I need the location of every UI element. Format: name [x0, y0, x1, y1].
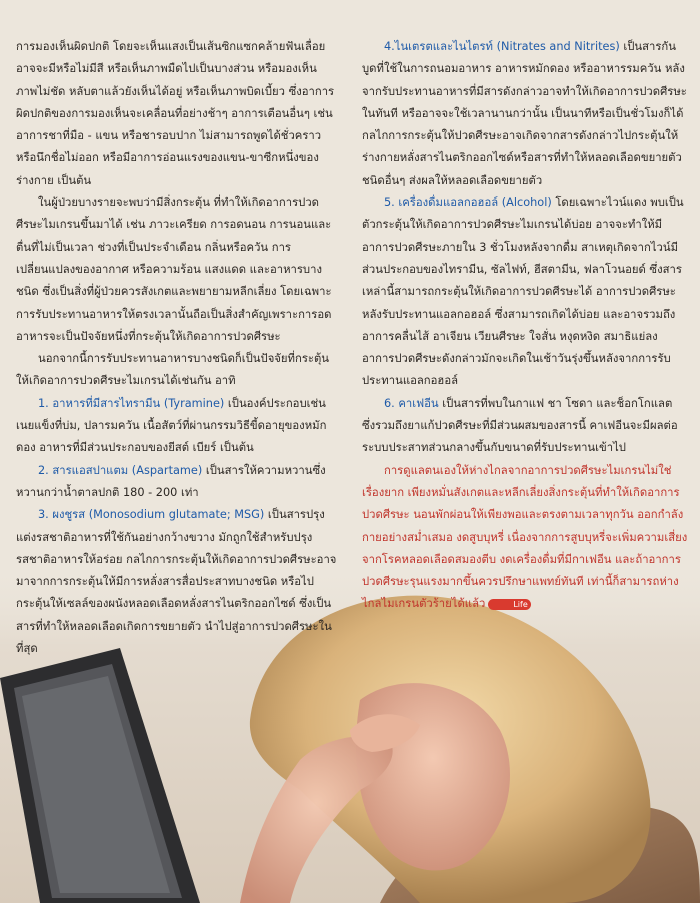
- computer-monitor: [0, 648, 200, 903]
- item-heading: ผงชูรส (Monosodium glutamate; MSG): [52, 508, 265, 522]
- list-item-alcohol: [362, 192, 688, 393]
- item-heading: เครื่องดื่มแอลกอฮอล์ (Alcohol): [398, 196, 552, 210]
- item-body: เป็นองค์ประกอบเช่น เนยแข็งที่บ่ม, ปลารมควัน เนื้อสัตว์ที่ผ่านกรรมวิธีขี้ดอายุของหมักดอง อาหารที่มีส่วนประกอบของยีสต์ เบียร์ เป็นต้น: [16, 396, 327, 455]
- item-heading: ไนเตรตและไนไตรท์ (Nitrates and Nitrites): [394, 40, 620, 53]
- item-number: 6.: [384, 396, 395, 410]
- list-item-caffeine: [362, 393, 688, 460]
- item-heading: สารแอสปาแตม (Aspartame): [52, 463, 203, 477]
- end-logo-icon: Life: [488, 599, 530, 610]
- list-item-msg: [16, 504, 338, 660]
- item-body: เป็นสารกันบูดที่ใช้ในการถนอมอาหาร อาหารหมักดอง หรืออาหารรมควัน หลังจากรับประทานอาหารที่มีสารดังกล่าวอาจทำให้เกิดอาการปวดศีรษะในทันที หรืออาจจะใช้เวลานานกว่านั้น เป็นนาทีหรือเป็นชั่วโมงก็ได้ กลไกการกระตุ้นให้ปวดศีรษะอาจเกิดจากสารดังกล่าวไปกระตุ้นให้ร่างกายหลั่งสารไนตริกออกไซด์หรือสารที่ทำให้หลอดเลือดขยายตัวชนิดอื่นๆ ส่งผลให้หลอดเลือดขยายตัว: [362, 40, 687, 187]
- left-column: [16, 36, 338, 660]
- item-heading: อาหารที่มีสารไทรามีน (Tyramine): [52, 396, 225, 410]
- paragraph-food-intro: นอกจากนี้การรับประทานอาหารบางชนิดก็เป็นปัจจัยที่กระตุ้นให้เกิดอาการปวดศีรษะไมเกรนได้เช่นกัน อาทิ: [16, 352, 330, 388]
- right-column: [362, 36, 688, 616]
- paragraph-triggers: ในผู้ป่วยบางรายจะพบว่ามีสิ่งกระตุ้น ที่ทำให้เกิดอาการปวดศีรษะไมเกรนขึ้นมาได้ เช่น ภาวะเครียด การอดนอน การนอนและตื่นที่ไม่เป็นเวลา ช่วงที่เป็นประจำเดือน กลิ่นหรือควัน การเปลี่ยนแปลงของอากาศ หรือความร้อน แสงแดด และอาหารบางชนิด ซึ่งเป็นสิ่งที่ผู้ป่วยควรสังเกตและพยายามหลีกเลี่ยง โดยเฉพาะการรับประทานอาหารให้ตรงเวลานั้นถือเป็นสิ่งสำคัญเพราะการอดอาหารจะเป็นปัจจัยหนึ่งที่กระตุ้นให้เกิดอาการปวดศีรษะ: [16, 196, 332, 343]
- item-heading: คาเฟอีน: [398, 396, 439, 410]
- item-number: 2.: [38, 463, 49, 477]
- item-number: 3.: [38, 508, 49, 522]
- conclusion-text: การดูแลตนเองให้ห่างไกลจากอาการปวดศีรษะไมเกรนไม่ใช่เรื่องยาก เพียงหมั่นสังเกตและหลีกเลี่ยงสิ่งกระตุ้นที่ทำให้เกิดอาการปวดศีรษะ นอนพักผ่อนให้เพียงพอและตรงตามเวลาทุกวัน ออกกำลังกายอย่างสม่ำเสมอ งดสูบบุหรี่ เนื่องจากการสูบบุหรี่จะเพิ่มความเสี่ยงจากโรคหลอดเลือดสมองตีบ งดเครื่องดื่มที่มีกาเฟอีน และถ้าอาการปวดศีรษะรุนแรงมากขึ้นควรปรึกษาแพทย์ทันที เท่านี้ก็สามารถห่างไกลไมเกรนตัวร้ายได้แล้ว: [362, 463, 688, 611]
- item-number: 1.: [38, 396, 49, 410]
- item-body: เป็นสารที่พบในกาแฟ ชา โซดา และช็อกโกแลต ซึ่งรวมถึงยาแก้ปวดศีรษะที่มีส่วนผสมของสารนี้ คาเฟอีนจะมีผลต่อระบบประสาทส่วนกลางขึ้นกับขนาดที่รับประทานเข้าไป: [362, 396, 678, 455]
- list-item-aspartame: [16, 460, 338, 505]
- paragraph-visual-symptoms: การมองเห็นผิดปกติ โดยจะเห็นแสงเป็นเส้นซิกแซกคล้ายฟันเลื่อย อาจจะมีหรือไม่มีสี หรือเห็นภาพมืดไปเป็นบางส่วน หรือมองเห็นภาพไม่ชัด หลับตาแล้วยังเห็นได้อยู่ หรือเห็นภาพบิดเบี้ยว ซึ่งอาการผิดปกติของการมองเห็นจะเคลื่อนที่อย่างช้าๆ อาการเตือนอื่นๆ เช่น อาการชาที่มือ - แขน หรือชารอบปาก ไม่สามารถพูดได้ชั่วคราวหรือนึกชื่อไม่ออก หรือมีอาการอ่อนแรงของแขน-ขาซีกหนึ่งของร่างกาย เป็นต้น: [16, 40, 335, 187]
- item-body: โดยเฉพาะไวน์แดง พบเป็นตัวกระตุ้นให้เกิดอาการปวดศีรษะไมเกรนได้บ่อย อาจจะทำให้มีอาการปวดศีรษะภายใน 3 ชั่วโมงหลังจากดื่ม สาเหตุเกิดจากไวน์มีส่วนประกอบของไทรามีน, ซัลไฟท์, ฮีสตามีน, ฟลาโวนอยด์ ซึ่งสารเหล่านี้สามารถกระตุ้นให้เกิดอาการปวดศีรษะได้ อาการปวดศีรษะหลังรับประทานแอลกอฮอล์ ซึ่งสามารถเกิดได้บ่อย และอาจรวมถึงอาการคลื่นไส้ อาเจียน เวียนศีรษะ ใจสั่น หงุดหงิด สมาธิแย่ลง อาการปวดศีรษะดังกล่าวมักจะเกิดในเช้าวันรุ่งขึ้นหลังจากการรับประทานแอลกอฮอล์: [362, 196, 684, 388]
- item-number: 5.: [384, 196, 395, 210]
- item-body: เป็นสารปรุงแต่งรสชาติอาหารที่ใช้กันอย่างกว้างขวาง มักถูกใช้สำหรับปรุงรสชาติอาหารให้อร่อย กลไกการกระตุ้นให้เกิดอาการปวดศีรษะอาจมาจากการกระตุ้นให้มีการหลั่งสารสื่อประสาทบางชนิด หรือไปกระตุ้นให้เซลล์ของผนังหลอดเลือดหลั่งสารไนตริกออกไซด์ ซึ่งเป็นสารที่ทำให้หลอดเลือดเกิดการขยายตัว นำไปสู่อาการปวดศีรษะในที่สุด: [16, 508, 337, 656]
- conclusion-paragraph: [362, 460, 688, 616]
- item-body: เป็นสารให้ความหวานซึ่งหวานกว่าน้ำตาลปกติ 180 - 200 เท่า: [16, 463, 326, 499]
- item-number: 4.: [384, 40, 395, 53]
- list-item-nitrates: [362, 36, 688, 192]
- list-item-tyramine: [16, 393, 338, 460]
